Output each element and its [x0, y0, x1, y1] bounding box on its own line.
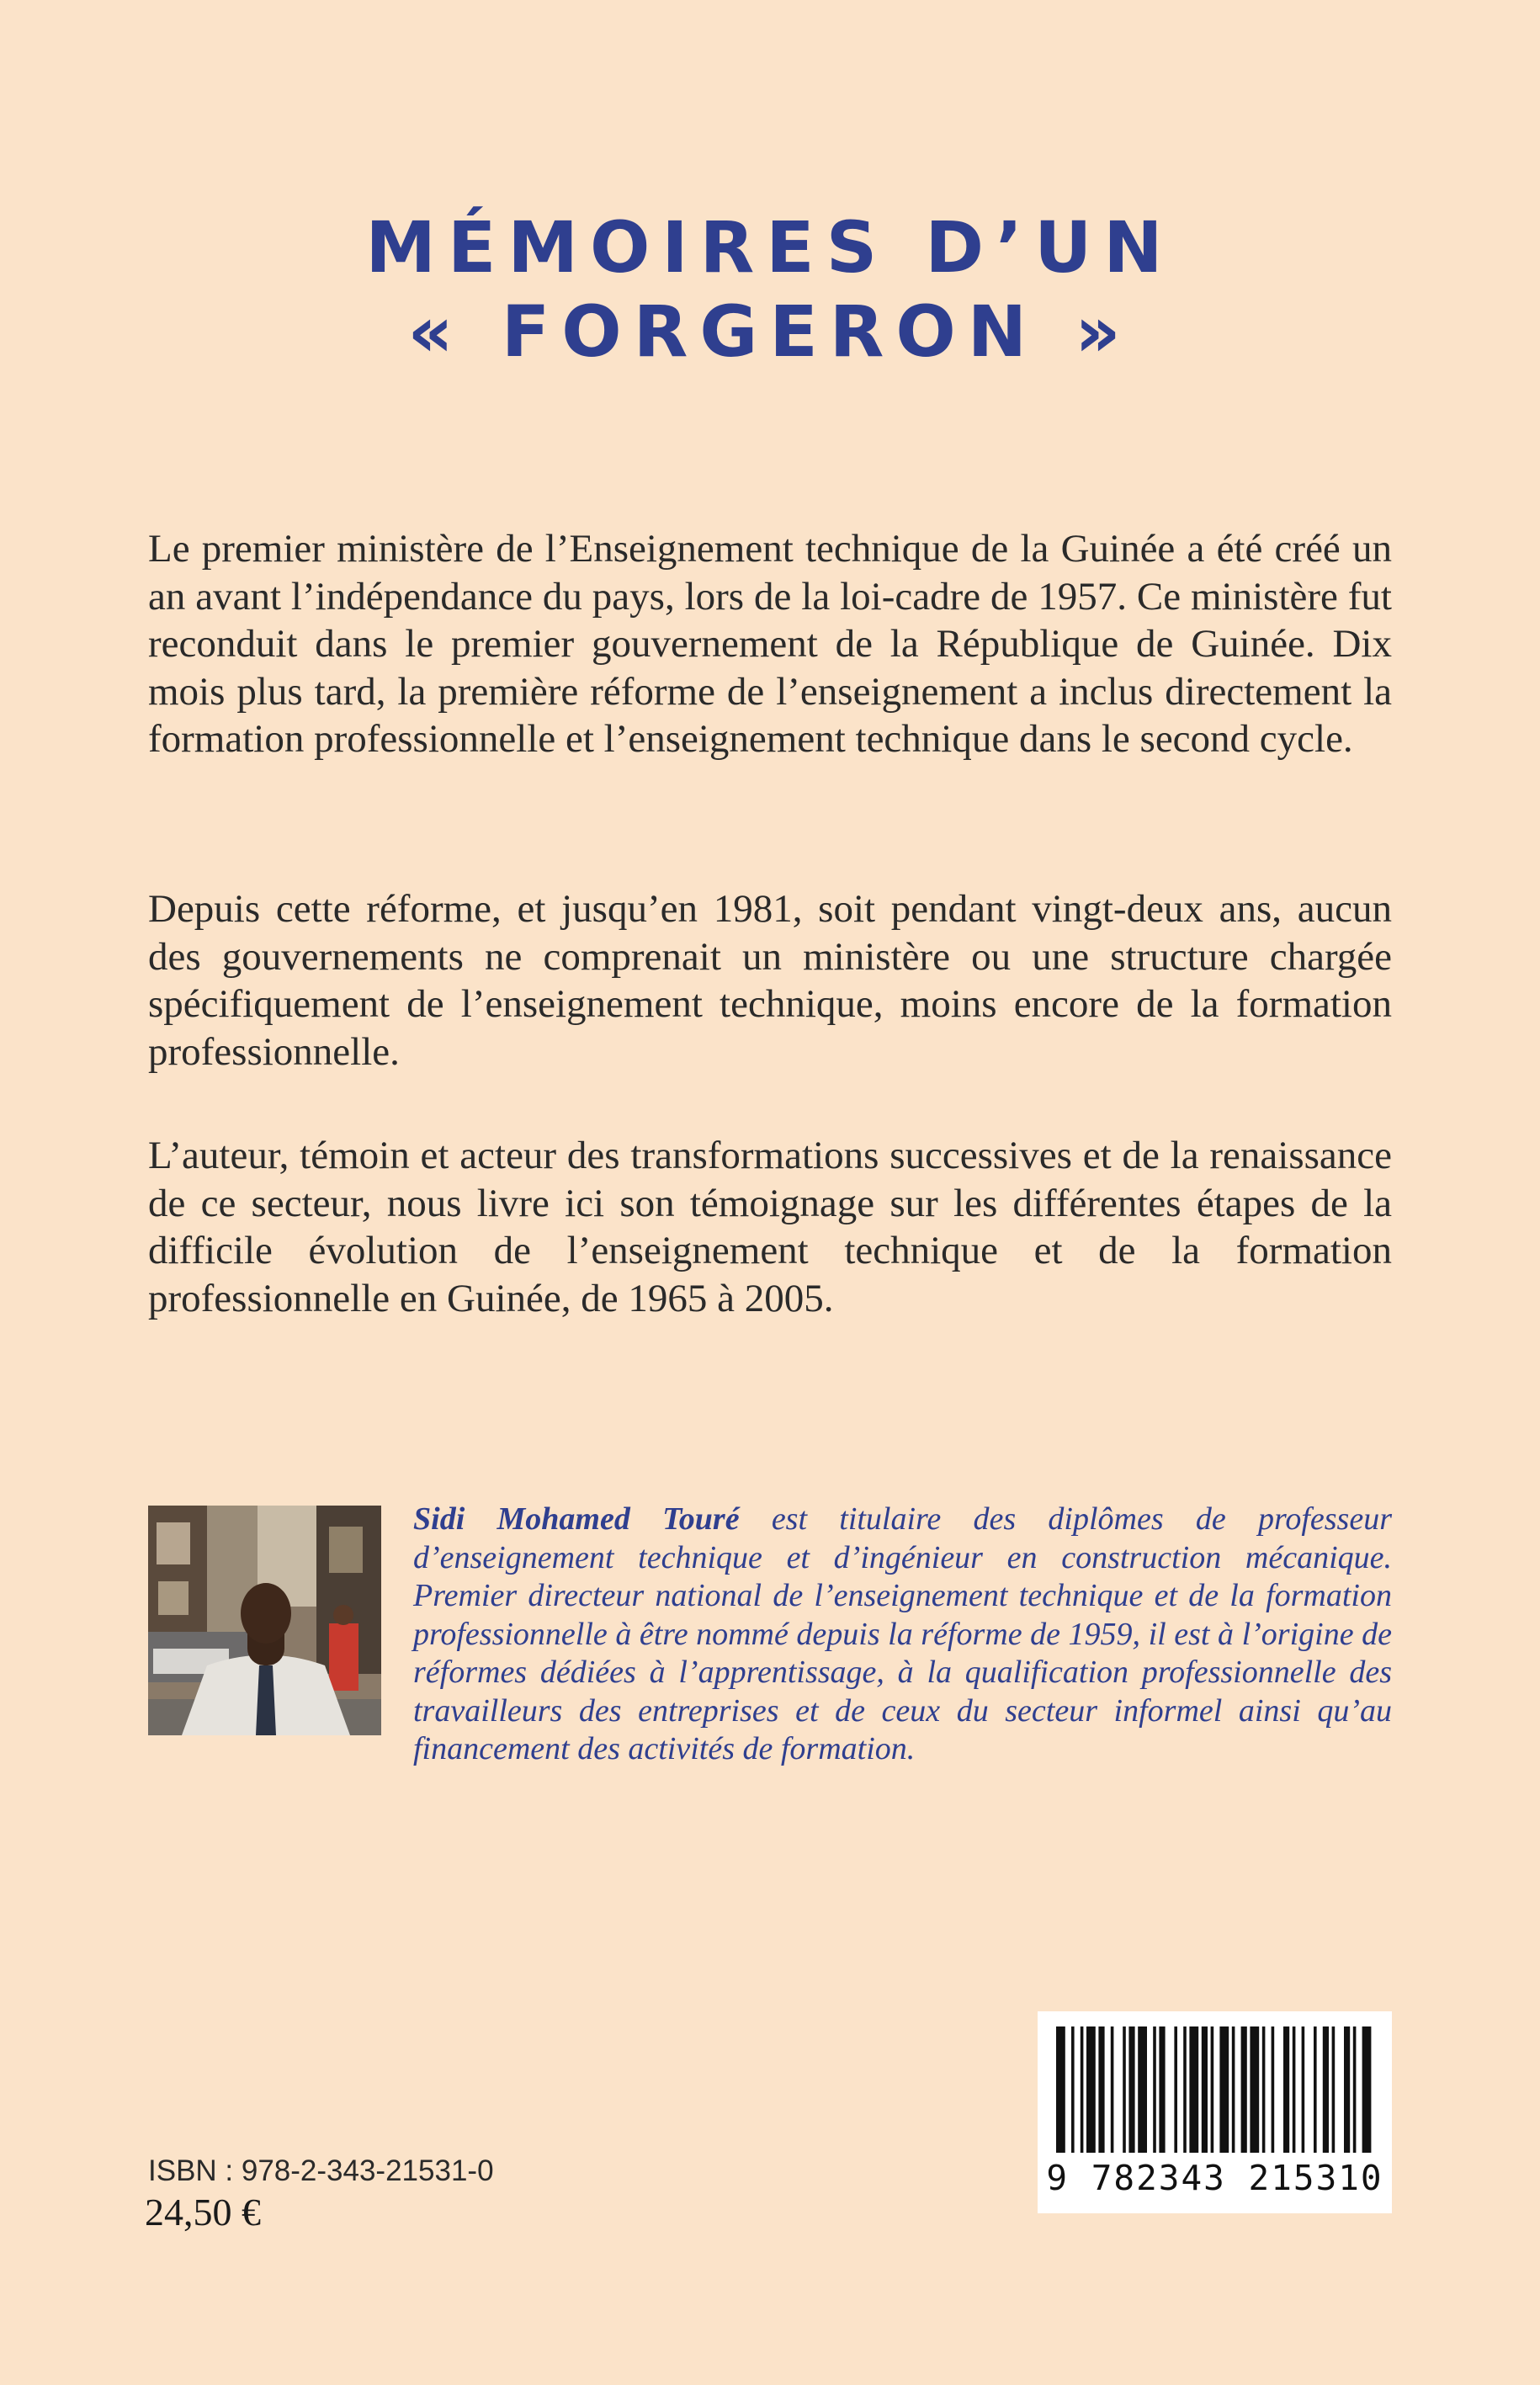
barcode-bar	[1323, 2026, 1329, 2153]
barcode-bar	[1332, 2026, 1336, 2153]
author-bio	[413, 1501, 1392, 1769]
barcode-bar	[1159, 2026, 1165, 2153]
barcode-bar	[1086, 2026, 1096, 2153]
barcode-bar	[1232, 2026, 1235, 2153]
barcode-bar	[1362, 2026, 1372, 2153]
barcode-bar	[1314, 2026, 1317, 2153]
barcode-bar	[1098, 2026, 1104, 2153]
book-title-line-1: MÉMOIRES D’UN	[365, 206, 1175, 289]
barcode-bar	[1202, 2026, 1208, 2153]
barcode-bar	[1353, 2026, 1357, 2153]
barcode-bar	[1262, 2026, 1266, 2153]
barcode-bar	[1293, 2026, 1296, 2153]
barcode-bar	[1056, 2026, 1065, 2153]
barcode-bars	[1056, 2026, 1373, 2153]
barcode-digits: 9 782343 215310	[1046, 2158, 1383, 2198]
barcode-bar	[1219, 2026, 1229, 2153]
barcode-bar	[1241, 2026, 1247, 2153]
barcode-bar	[1272, 2026, 1275, 2153]
barcode	[1038, 2011, 1392, 2213]
barcode-bar	[1211, 2026, 1214, 2153]
barcode-bar	[1153, 2026, 1156, 2153]
barcode-bar	[1189, 2026, 1198, 2153]
summary-paragraph-3: L’auteur, témoin et acteur des transformations successives et de la renaissance de ce secteur, nous livre ici son témoignage sur les différentes étapes de la difficile évolution de l’enseignement technique et de la formation professionnelle en Guinée, de 1965 à 2005.	[148, 1134, 1392, 1320]
barcode-bar	[1123, 2026, 1126, 2153]
barcode-bar	[1111, 2026, 1114, 2153]
summary-paragraph-1: Le premier ministère de l’Enseignement technique de la Guinée a été créé un an avant l’indépendance du pays, lors de la loi-cadre de 1957. Ce ministère fut reconduit dans le premier gouvernement de la République de Guinée. Dix mois plus tard, la première réforme de l’enseignement a inclus directement la formation professionnelle et l’enseignement technique dans le second cycle.	[148, 527, 1392, 761]
price: 24,50 €	[145, 2191, 261, 2234]
barcode-bar	[1302, 2026, 1305, 2153]
isbn: ISBN : 978-2-343-21531-0	[148, 2154, 494, 2187]
barcode-bar	[1174, 2026, 1177, 2153]
summary-paragraph-2: Depuis cette réforme, et jusqu’en 1981, soit pendant vingt-deux ans, aucun des gouvernements ne comprenait un ministère ou une structure chargée spécifiquement de l’enseignement technique, moins encore de la formation professionnelle.	[148, 887, 1392, 1074]
author-bio-text: est titulaire des diplômes de professeur d’enseignement technique et d’ingénieur en construction mécanique. Premier directeur national de l’enseignement technique et de la formation professionnelle à être nommé depuis la réforme de 1959, il est à l’origine de réformes dédiées à l’apprentissage, à la qualification professionnelle des travailleurs des entreprises et de ceux du secteur informel ainsi qu’au financement des activités de formation.	[413, 1501, 1392, 1766]
book-title-line-2: « FORGERON »	[407, 290, 1133, 373]
author-photo	[148, 1506, 381, 1735]
author-name: Sidi Mohamed Touré	[413, 1501, 740, 1537]
barcode-bar	[1138, 2026, 1147, 2153]
barcode-bar	[1071, 2026, 1075, 2153]
barcode-bar	[1081, 2026, 1084, 2153]
barcode-bar	[1344, 2026, 1350, 2153]
barcode-bar	[1250, 2026, 1259, 2153]
barcode-bar	[1183, 2026, 1187, 2153]
barcode-bar	[1283, 2026, 1289, 2153]
barcode-bar	[1128, 2026, 1134, 2153]
